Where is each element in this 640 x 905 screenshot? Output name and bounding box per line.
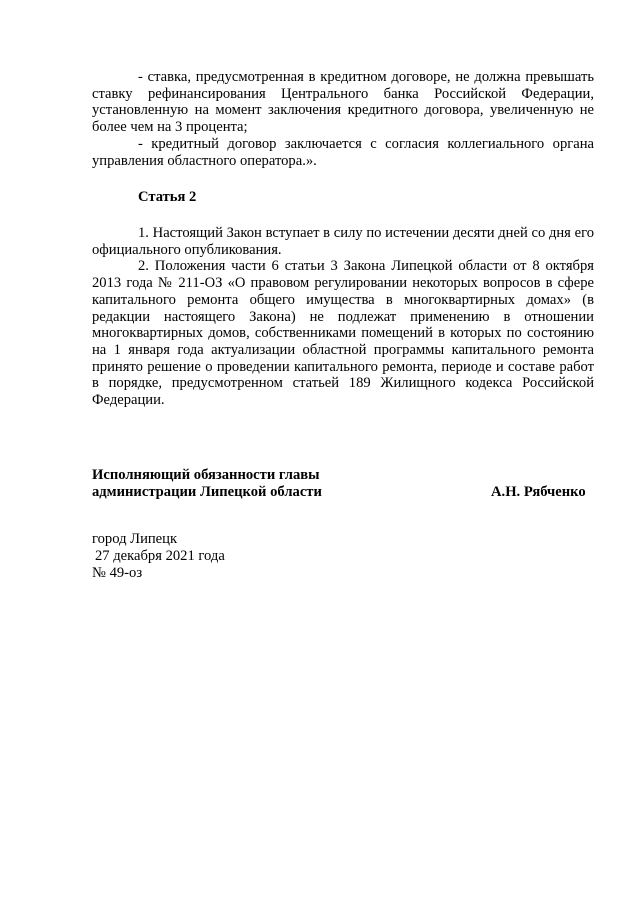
amendment-paragraph-rate: - ставка, предусмотренная в кредитном договоре, не должна превышать ставку рефинансирования Центрального банка Российской Федерации, установленную на момент заключения кредитного договора, увеличенную не более чем на 3 процента; xyxy=(92,69,594,136)
signatory-title-line1: Исполняющий обязанности главы xyxy=(92,467,320,483)
city: город Липецк xyxy=(92,531,178,547)
signatory-name: А.Н. Рябченко xyxy=(491,484,586,500)
date: 27 декабря 2021 года xyxy=(95,548,225,564)
article-body xyxy=(92,225,594,409)
article-heading: Статья 2 xyxy=(138,189,197,205)
article-paragraph-2: 2. Положения части 6 статьи 3 Закона Липецкой области от 8 октября 2013 года № 211-ОЗ «О правовом регулировании некоторых вопросов в сфере капитального ремонта общего имущества в многоквартирных домах» (в редакции настоящего Закона) не подлежат применению в отношении многоквартирных домов, собственниками помещений в которых по состоянию на 1 января года актуализации областной программы капитального ремонта принято решение о проведении капитального ремонта, периоде и составе работ в порядке, предусмотренном статьей 189 Жилищного кодекса Российской Федерации. xyxy=(92,258,594,409)
amendment-text xyxy=(92,69,594,169)
law-number: № 49-оз xyxy=(92,565,143,581)
article-paragraph-1: 1. Настоящий Закон вступает в силу по истечении десяти дней со дня его официального опубликования. xyxy=(92,225,594,258)
signatory-title-line2: администрации Липецкой области xyxy=(92,484,322,500)
amendment-paragraph-consent: - кредитный договор заключается с согласия коллегиального органа управления областного оператора.». xyxy=(92,135,594,169)
